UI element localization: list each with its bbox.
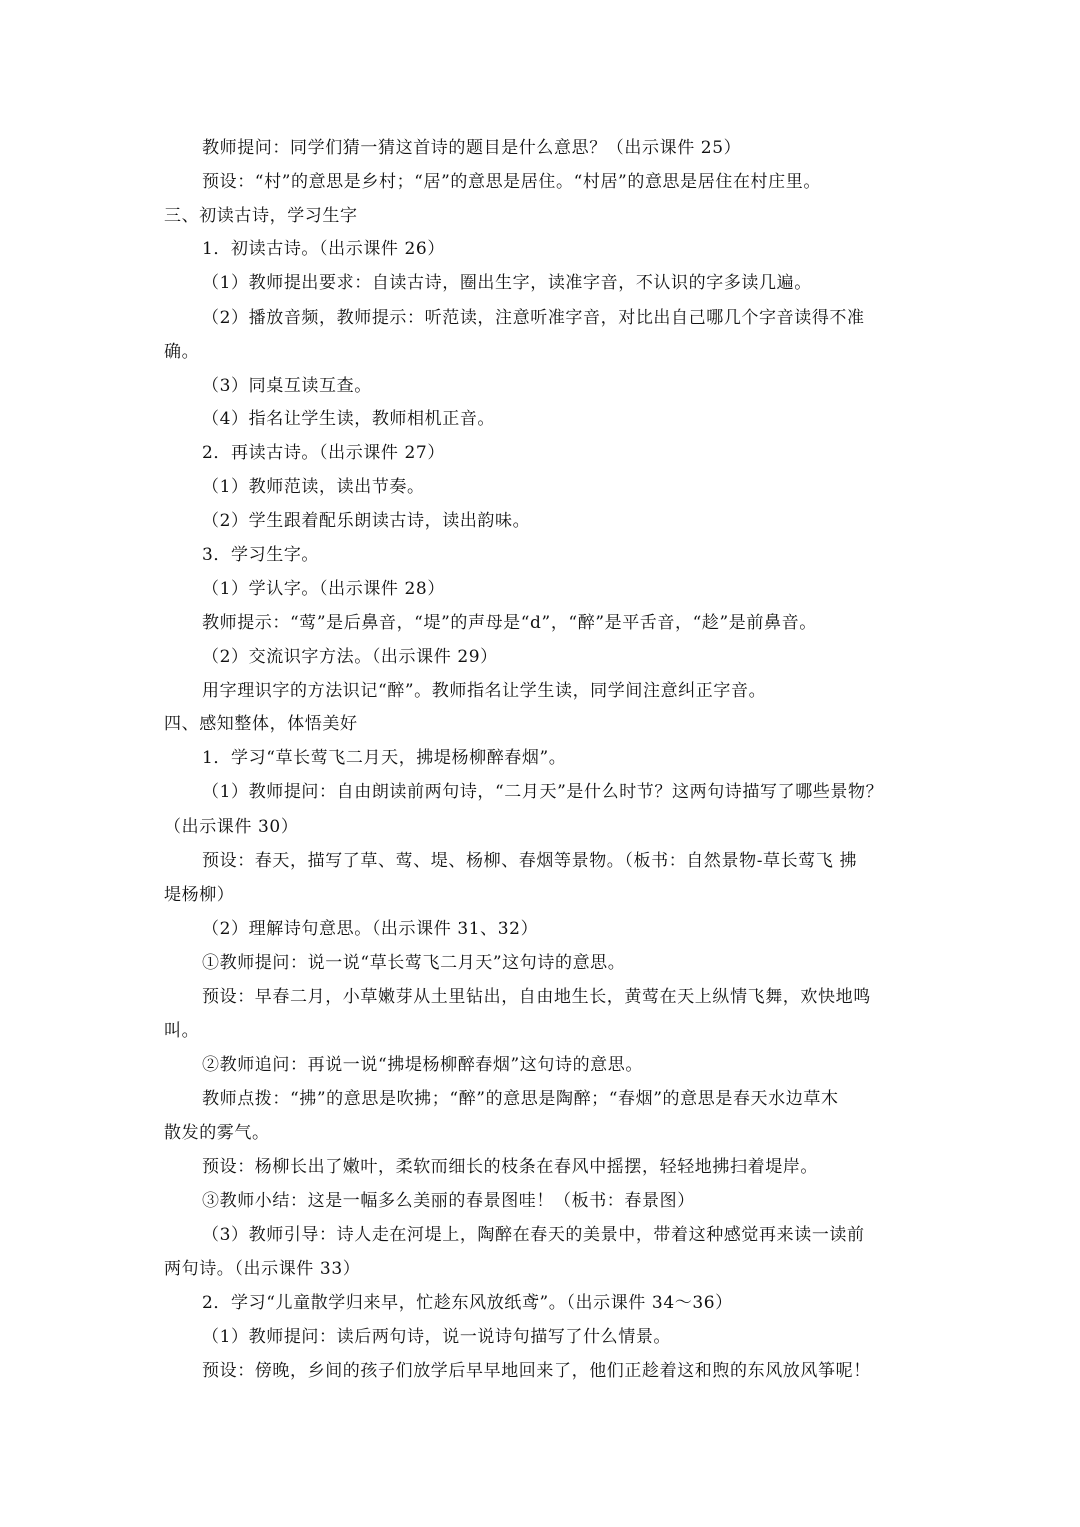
subsection-heading: 3．学习生字。 bbox=[202, 545, 320, 565]
text-line: 散发的雾气。 bbox=[164, 1123, 270, 1143]
text-line: （2）学生跟着配乐朗读古诗，读出韵味。 bbox=[202, 511, 531, 531]
text-line: 教师提问：同学们猜一猜这首诗的题目是什么意思？（出示课件 25） bbox=[202, 138, 742, 158]
text-line: ①教师提问：说一说“草长莺飞二月天”这句诗的意思。 bbox=[202, 953, 626, 973]
text-line: （2）播放音频，教师提示：听范读，注意听准字音，对比出自己哪几个字音读得不准 bbox=[202, 308, 865, 328]
text-line: （3）同桌互读互查。 bbox=[202, 376, 372, 396]
text-line: （1）教师提问：自由朗读前两句诗，“二月天”是什么时节？这两句诗描写了哪些景物？ bbox=[202, 782, 884, 802]
text-line: （1）教师提问：读后两句诗，说一说诗句描写了什么情景。 bbox=[202, 1327, 672, 1347]
text-line: （出示课件 30） bbox=[164, 817, 299, 837]
text-line: （1）教师提出要求：自读古诗，圈出生字，读准字音，不认识的字多读几遍。 bbox=[202, 273, 812, 293]
text-line: 堤杨柳） bbox=[164, 885, 235, 905]
section-heading: 四、感知整体，体悟美好 bbox=[164, 714, 358, 734]
text-line: 预设：春天，描写了草、莺、堤、杨柳、春烟等景物。（板书：自然景物-草长莺飞 拂 bbox=[202, 851, 858, 871]
text-line: 预设：早春二月，小草嫩芽从土里钻出，自由地生长，黄莺在天上纵情飞舞，欢快地鸣 bbox=[202, 987, 871, 1007]
text-line: （1）教师范读，读出节奏。 bbox=[202, 477, 425, 497]
text-line: ②教师追问：再说一说“拂堤杨柳醉春烟”这句诗的意思。 bbox=[202, 1055, 643, 1075]
section-heading: 三、初读古诗，学习生字 bbox=[164, 206, 358, 226]
text-line: 预设：傍晚，乡间的孩子们放学后早早地回来了，他们正趁着这和煦的东风放风筝呢！ bbox=[202, 1361, 871, 1381]
subsection-heading: 2．学习“儿童散学归来早，忙趁东风放纸鸢”。（出示课件 34～36） bbox=[202, 1293, 733, 1313]
text-line: 确。 bbox=[164, 342, 200, 362]
text-line: （2）理解诗句意思。（出示课件 31、32） bbox=[202, 919, 539, 939]
text-line: 教师点拨：“拂”的意思是吹拂；“醉”的意思是陶醉；“春烟”的意思是春天水边草木 bbox=[202, 1089, 839, 1109]
subsection-heading: 1．学习“草长莺飞二月天，拂堤杨柳醉春烟”。 bbox=[202, 748, 567, 768]
text-line: （2）交流识字方法。（出示课件 29） bbox=[202, 647, 498, 667]
text-line: （1）学认字。（出示课件 28） bbox=[202, 579, 445, 599]
text-line: ③教师小结：这是一幅多么美丽的春景图哇！（板书：春景图） bbox=[202, 1191, 695, 1211]
text-line: 叫。 bbox=[164, 1021, 200, 1041]
text-line: 预设：“村”的意思是乡村；“居”的意思是居住。“村居”的意思是居住在村庄里。 bbox=[202, 172, 821, 192]
subsection-heading: 2．再读古诗。（出示课件 27） bbox=[202, 443, 445, 463]
text-line: 两句诗。（出示课件 33） bbox=[164, 1259, 361, 1279]
text-line: 教师提示：“莺”是后鼻音，“堤”的声母是“d”，“醉”是平舌音，“趁”是前鼻音。 bbox=[202, 613, 817, 633]
subsection-heading: 1．初读古诗。（出示课件 26） bbox=[202, 239, 445, 259]
text-line: （3）教师引导：诗人走在河堤上，陶醉在春天的美景中，带着这种感觉再来读一读前 bbox=[202, 1225, 865, 1245]
text-line: （4）指名让学生读，教师相机正音。 bbox=[202, 409, 496, 429]
text-line: 预设：杨柳长出了嫩叶，柔软而细长的枝条在春风中摇摆，轻轻地拂扫着堤岸。 bbox=[202, 1157, 818, 1177]
text-line: 用字理识字的方法识记“醉”。教师指名让学生读，同学间注意纠正字音。 bbox=[202, 681, 767, 701]
